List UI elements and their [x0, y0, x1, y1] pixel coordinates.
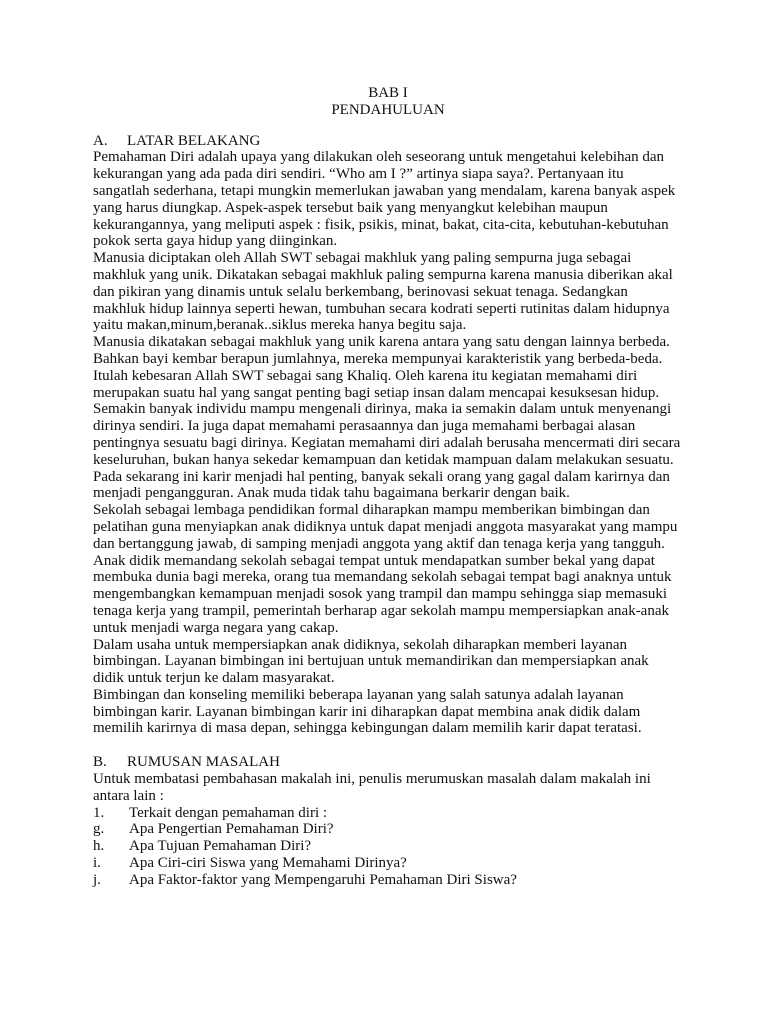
document-page — [93, 85, 683, 889]
chapter-title: PENDAHULUAN — [331, 101, 445, 118]
paragraph-4: Semakin banyak individu mampu mengenali dirinya, maka ia semakin dalam untuk menyenangi dirinya sendiri. Ia juga dapat memahami perasaannya dan juga memahami berbagai alasan pentingnya sesuatu bagi dirinya. Kegiatan memahami diri adalah berusaha mencermati diri secara keseluruhan, bukan hanya sekedar kemampuan dan ketidak mampuan dalam melakukan sesuatu. — [93, 401, 681, 468]
paragraph-8: Bimbingan dan konseling memiliki beberapa layanan yang salah satunya adalah layanan bimbingan karir. Layanan bimbingan karir ini diharapkan dapat membina anak didik dalam memilih karirnya di masa depan, sehingga kebingungan dalam memilih karir dapat teratasi. — [93, 686, 642, 737]
list-item-text: Apa Pengertian Pemahaman Diri? — [129, 821, 334, 838]
section-b-number: B. — [93, 754, 107, 771]
list-item — [93, 855, 683, 872]
paragraph-6: Sekolah sebagai lembaga pendidikan formal diharapkan mampu memberikan bimbingan dan pelatihan guna menyiapkan anak didiknya untuk dapat menjadi anggota masyarakat yang mampu dan bertanggung jawab, di samping menjadi anggota yang aktif dan tenaga kerja yang tangguh. Anak didik memandang sekolah sebagai tempat untuk mendapatkan sumber bekal yang dapat membuka dunia bagi mereka, orang tua memandang sekolah sebagai tempat bagi anaknya untuk mengembangkan kemampuan menjadi sosok yang trampil dan mampu sehingga siap memasuki tenaga kerja yang trampil, pemerintah berharap agar sekolah mampu mempersiapkan anak-anak untuk menjadi warga negara yang cakap. — [93, 502, 678, 636]
list-item — [93, 838, 683, 855]
section-a-title: LATAR BELAKANG — [127, 132, 261, 149]
section-b-heading — [93, 754, 683, 771]
list-item-text: Apa Tujuan Pemahaman Diri? — [129, 838, 312, 855]
paragraph-7: Dalam usaha untuk mempersiapkan anak didiknya, sekolah diharapkan memberi layanan bimbingan. Layanan bimbingan ini bertujuan untuk memandirikan dan mempersiapkan anak didik untuk terjun ke dalam masyarakat. — [93, 636, 649, 687]
section-a-number: A. — [93, 132, 108, 149]
list-item — [93, 821, 683, 838]
section-b-intro: Untuk membatasi pembahasan makalah ini, penulis merumuskan masalah dalam makalah ini antara lain : — [93, 771, 651, 804]
list-item — [93, 872, 683, 889]
paragraph-2: Manusia diciptakan oleh Allah SWT sebagai makhluk yang paling sempurna juga sebagai makhluk yang unik. Dikatakan sebagai makhluk paling sempurna karena manusia diberikan akal dan pikiran yang dinamis untuk selalu berkembang, berinovasi sekuat tenaga. Sedangkan makhluk hidup lainnya seperti hewan, tumbuhan secara kodrati seperti rutinitas dalam hidupnya yaitu makan,minum,beranak..siklus mereka hanya begitu saja. — [93, 250, 673, 334]
section-a-heading — [93, 133, 683, 150]
paragraph-3: Manusia dikatakan sebagai makhluk yang unik karena antara yang satu dengan lainnya berbeda. Bahkan bayi kembar berapun jumlahnya, mereka mempunyai karakteristik yang berbeda-beda. Itulah kebesaran Allah SWT sebagai sang Khaliq. Oleh karena itu kegiatan memahami diri merupakan suatu hal yang sangat penting bagi setiap insan dalam mencapai kesuksesan hidup. — [93, 334, 670, 401]
list-item-marker: i. — [93, 855, 101, 872]
chapter-number: BAB I — [368, 85, 408, 101]
section-spacer — [93, 737, 683, 754]
list-item-marker: 1. — [93, 804, 105, 821]
list-item-text: Terkait dengan pemahaman diri : — [129, 804, 328, 821]
list-item-text: Apa Ciri-ciri Siswa yang Memahami Dirinya? — [129, 855, 407, 872]
list-item-marker: h. — [93, 838, 105, 855]
list-item-text: Apa Faktor-faktor yang Mempengaruhi Pemahaman Diri Siswa? — [129, 871, 517, 888]
list-item — [93, 805, 683, 822]
list-item-marker: g. — [93, 821, 105, 838]
paragraph-1: Pemahaman Diri adalah upaya yang dilakukan oleh seseorang untuk mengetahui kelebihan dan kekurangan yang ada pada diri sendiri. “Who am I ?” artinya siapa saya?. Pertanyaan itu sangatlah sederhana, tetapi mungkin memerlukan jawaban yang mendalam, karena banyak aspek yang harus diungkap. Aspek-aspek tersebut baik yang menyangkut kelebihan maupun kekurangannya, yang meliputi aspek : fisik, psikis, minat, bakat, cita-cita, kebutuhan-kebutuhan pokok serta gaya hidup yang diinginkan. — [93, 149, 676, 250]
section-b-title: RUMUSAN MASALAH — [127, 754, 280, 771]
paragraph-5: Pada sekarang ini karir menjadi hal penting, banyak sekali orang yang gagal dalam karirnya dan menjadi pengangguran. Anak muda tidak tahu bagaimana berkarir dengan baik. — [93, 468, 670, 502]
title-block — [93, 85, 683, 119]
list-item-marker: j. — [93, 871, 101, 888]
